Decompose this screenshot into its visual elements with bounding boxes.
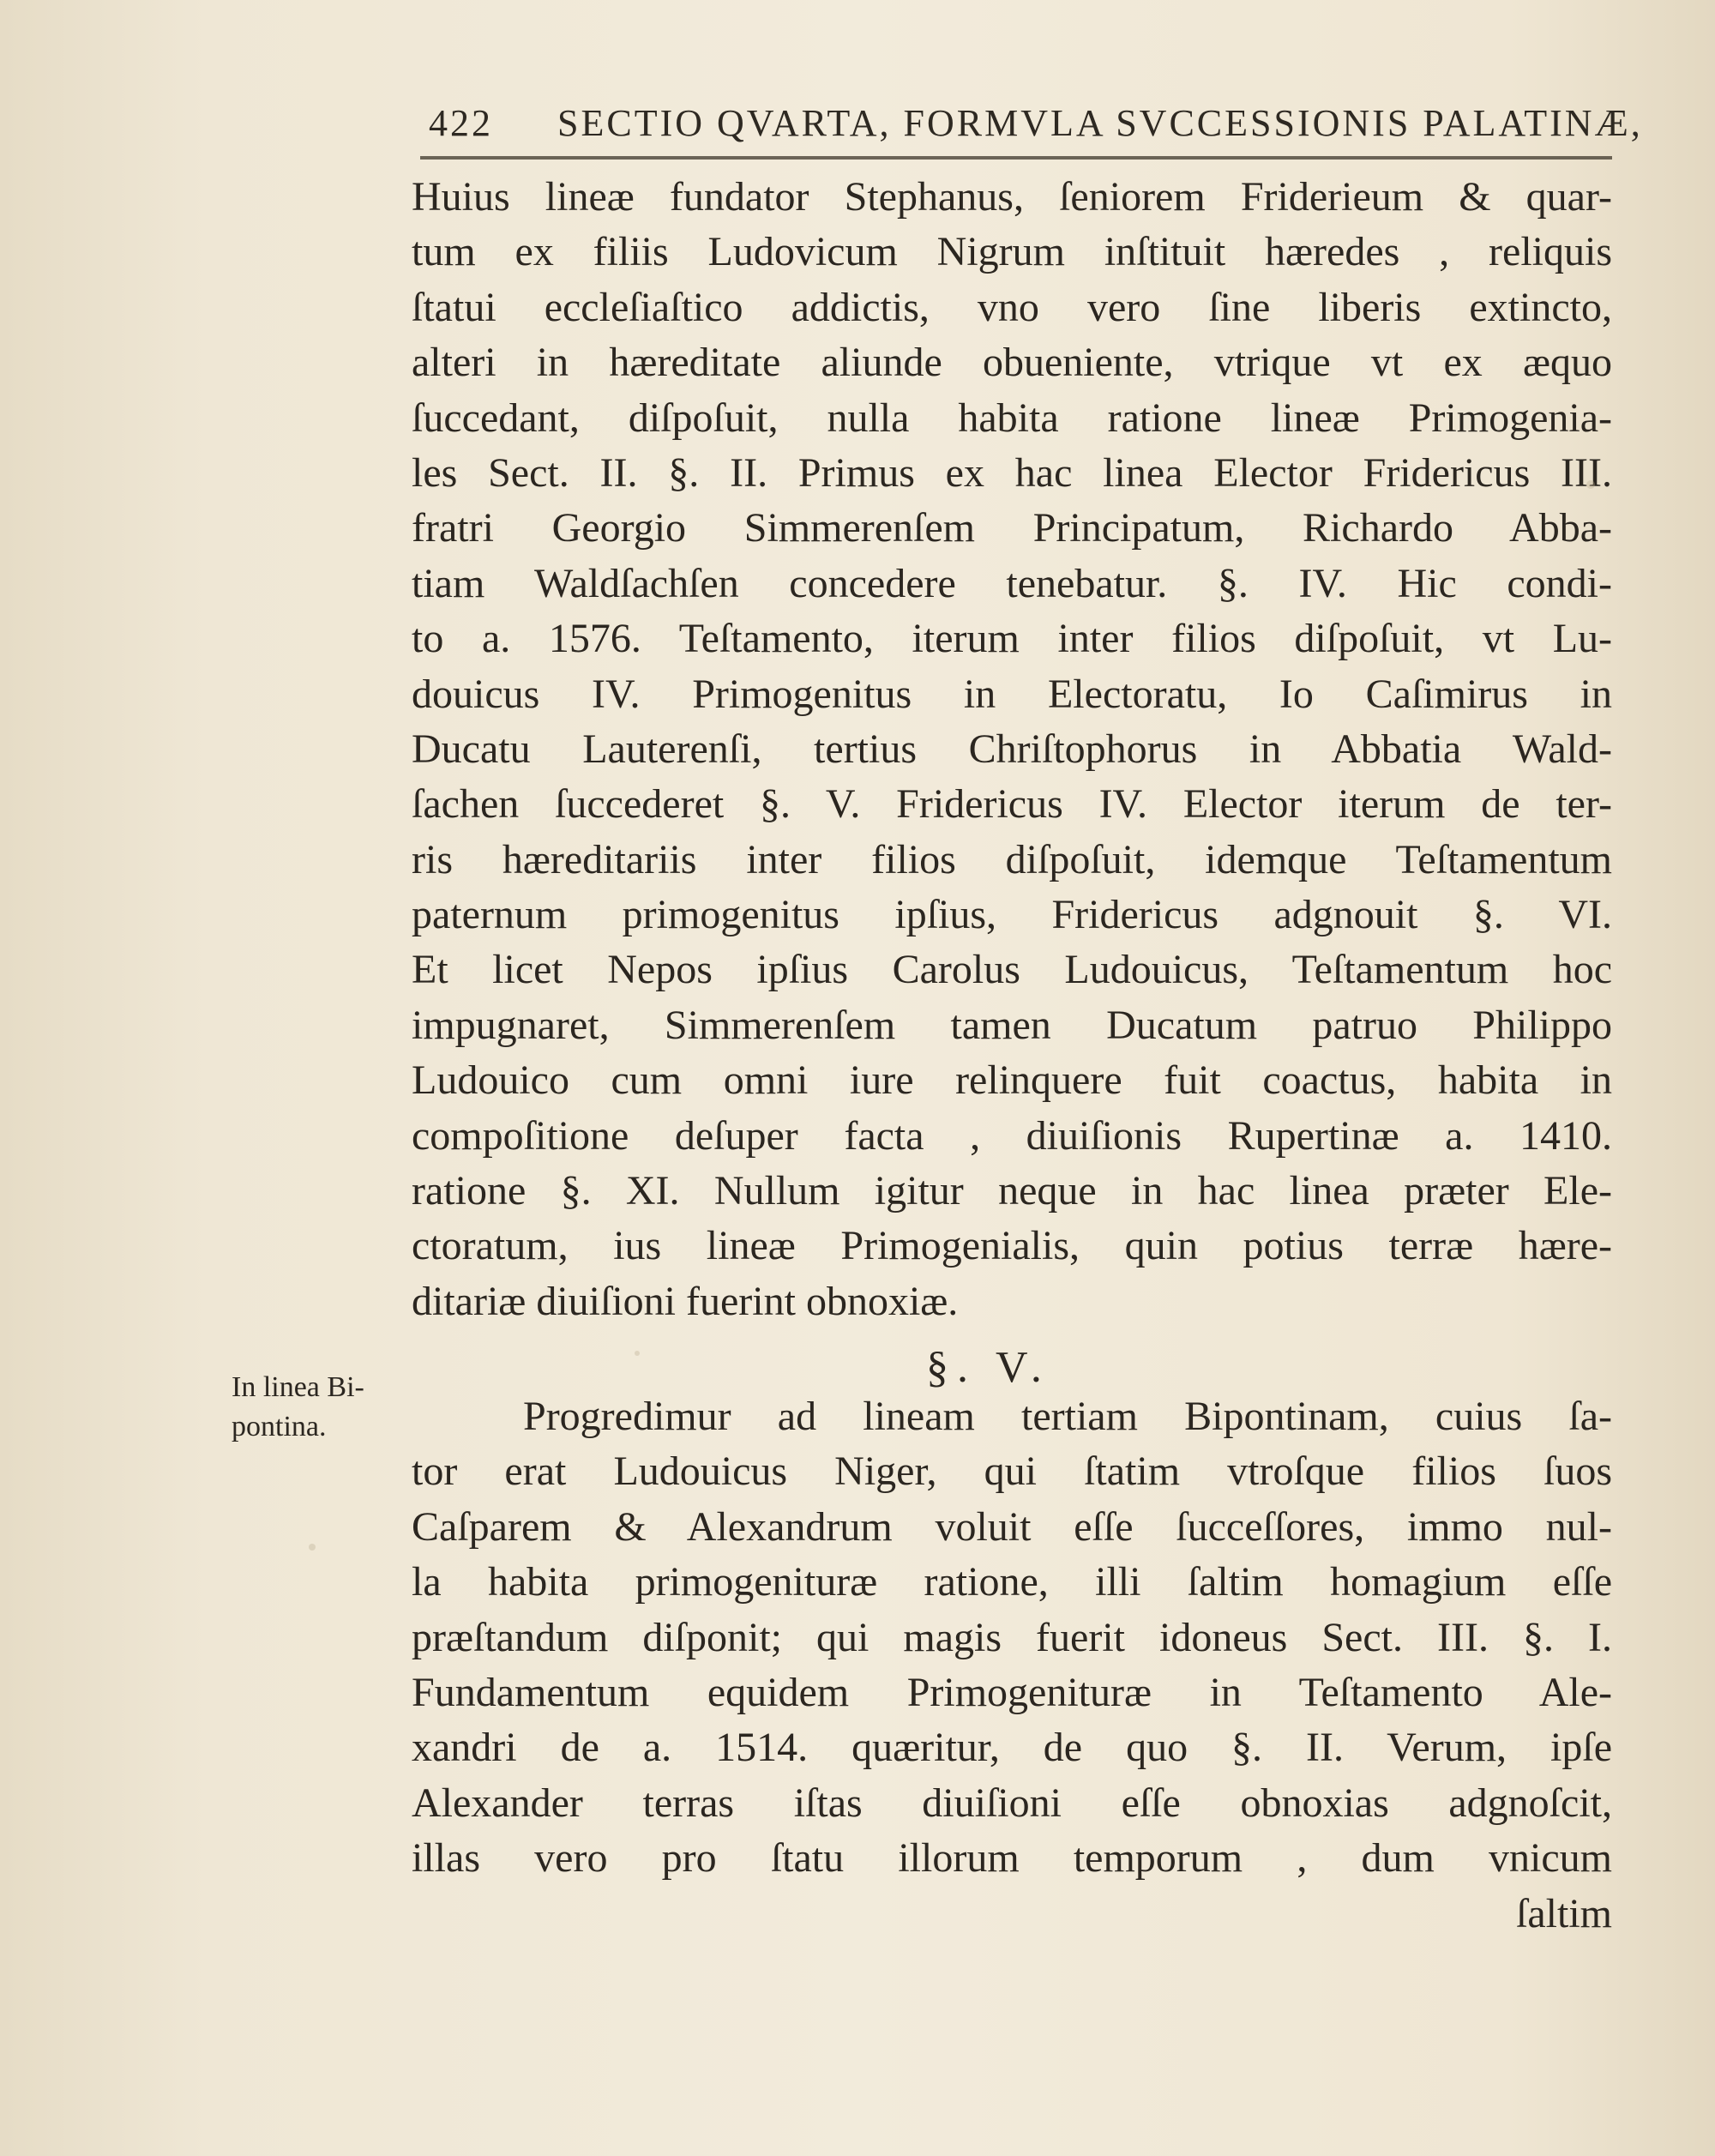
paragraph-1 xyxy=(412,170,1612,1329)
text-line: tum ex filiis Ludovicum Nigrum inſtituit hæredes , reliquis xyxy=(412,229,1612,275)
text-line: Ludouico cum omni iure relinquere fuit coactus, habita in xyxy=(412,1057,1612,1104)
text-line: fratri Georgio Simmerenſem Principatum, Richardo Abba- xyxy=(412,505,1612,551)
text-line: Ducatu Lauterenſi, tertius Chriſtophorus in Abbatia Wald- xyxy=(412,726,1612,772)
text-line: tor erat Ludouicus Niger, qui ſtatim vtroſque filios ſuos xyxy=(412,1448,1612,1495)
text-line: to a. 1576. Teſtamento, iterum inter filios diſpoſuit, vt Lu- xyxy=(412,616,1612,662)
text-line: ris hæreditariis inter filios diſpoſuit, idemque Teſtamentum xyxy=(412,836,1612,882)
text-line: ſuccedant, diſpoſuit, nulla habita ratione lineæ Primogenia- xyxy=(412,394,1612,441)
text-line: paternum primogenitus ipſius, Fridericus adgnouit §. VI. xyxy=(412,892,1612,938)
text-line: præſtandum diſponit; qui magis fuerit idoneus Sect. III. §. I. xyxy=(412,1614,1612,1660)
page-number: 422 xyxy=(429,102,493,144)
text-line: ratione §. XI. Nullum igitur neque in hac linea præter Ele- xyxy=(412,1168,1612,1214)
text-line: Alexander terras iſtas diuiſioni eſſe obnoxias adgnoſcit, xyxy=(412,1780,1612,1826)
text-line: compoſitione deſuper facta , diuiſionis Rupertinæ a. 1410. xyxy=(412,1112,1612,1159)
paper-speck xyxy=(309,1544,316,1551)
text-line: ditariæ diuiſioni fuerint obnoxiæ. xyxy=(412,1278,959,1324)
paper-speck xyxy=(1586,480,1595,489)
text-line: la habita primogenituræ ratione, illi ſaltim homagium eſſe xyxy=(412,1559,1612,1605)
running-header xyxy=(429,101,1643,153)
text-line: Progredimur ad lineam tertiam Bipontinam, cuius ſa- xyxy=(523,1394,1612,1439)
text-line: xandri de a. 1514. quæritur, de quo §. II. Verum, ipſe xyxy=(412,1725,1612,1771)
text-line: ctoratum, ius lineæ Primogenialis, quin potius terræ hære- xyxy=(412,1223,1612,1269)
header-rule xyxy=(420,156,1612,160)
margin-note xyxy=(232,1368,403,1447)
running-title: SECTIO QVARTA, FORMVLA SVCCESSIONIS PALATINÆ, xyxy=(557,102,1643,144)
text-line: ſachen ſuccederet §. V. Fridericus IV. Elector iterum de ter- xyxy=(412,781,1612,828)
text-line: impugnaret, Simmerenſem tamen Ducatum patruo Philippo xyxy=(412,1002,1612,1048)
text-line: Caſparem & Alexandrum voluit eſſe ſucceſſores, immo nul- xyxy=(412,1503,1612,1550)
paper-speck xyxy=(635,1351,640,1356)
text-line: illas vero pro ſtatu illorum temporum , dum vnicum xyxy=(412,1835,1612,1882)
margin-note-line: In linea Bi- xyxy=(232,1371,364,1403)
text-line: alteri in hæreditate aliunde obueniente, vtrique vt ex æquo xyxy=(412,340,1612,386)
paragraph-2 xyxy=(412,1389,1612,1942)
text-line: ſtatui eccleſiaſtico addictis, vno vero ſine liberis extincto, xyxy=(412,284,1612,330)
text-line: Huius lineæ fundator Stephanus, ſeniorem Friderieum & quar- xyxy=(412,174,1612,220)
text-line: douicus IV. Primogenitus in Electoratu, Io Caſimirus in xyxy=(412,671,1612,717)
text-line: tiam Waldſachſen concedere tenebatur. §. IV. Hic condi- xyxy=(412,560,1612,606)
text-line: les Sect. II. §. II. Primus ex hac linea Elector Fridericus III. xyxy=(412,449,1612,496)
text-line: Et licet Nepos ipſius Carolus Ludouicus, Teſtamentum hoc xyxy=(412,947,1612,993)
margin-note-line: pontina. xyxy=(232,1411,327,1442)
text-line: Fundamentum equidem Primogenituræ in Teſtamento Ale- xyxy=(412,1669,1612,1715)
section-heading: §. V. xyxy=(926,1343,1050,1392)
catchword: ſaltim xyxy=(1516,1890,1612,1936)
